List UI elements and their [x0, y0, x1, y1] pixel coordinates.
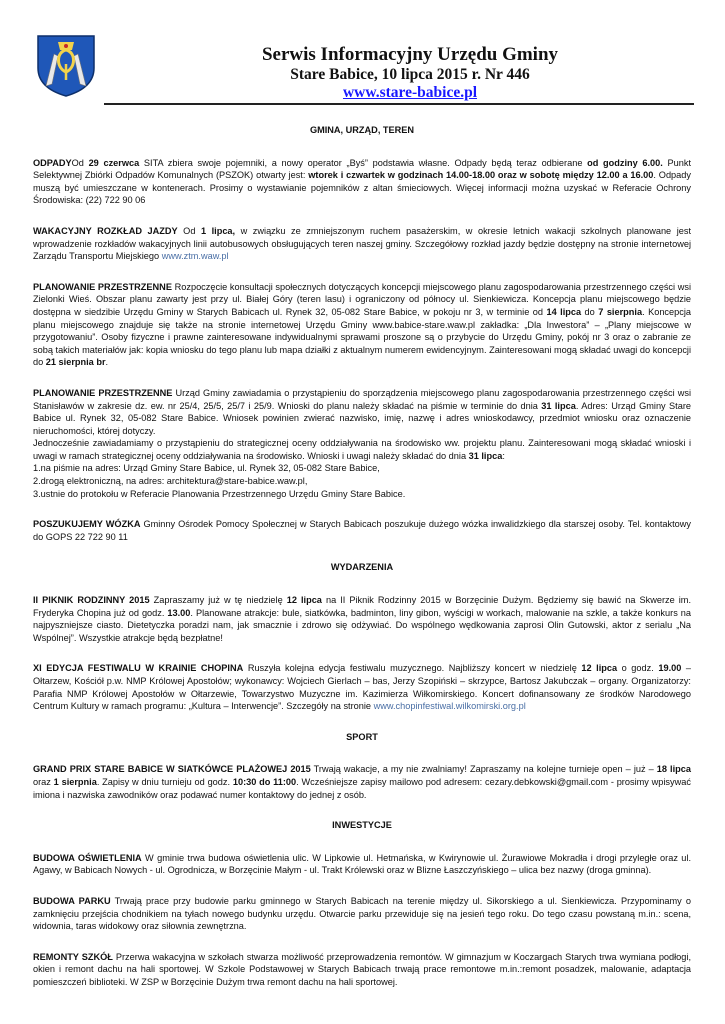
news-item: [33, 662, 691, 712]
body-text: Jednocześnie zawiadamiamy o przystąpieniu do strategicznej oceny oddziaływania na środowisko ww. projektu planu. Zainteresowani mogą składać wnioski i uwagi w ramach strategicznej oceny oddziaływania na środowisko. Wnioski i uwagi należy składać do dnia: [33, 438, 691, 461]
body-text: do: [581, 306, 599, 317]
body-text: w związku ze zmniejszonym ruchem pasażerskim, w okresie letnich wakacji szkolnych planowane jest wprowadzenie rozkładów wakacyjnych linii autobusowych obsługujących teren naszej gminy. Szczegółowy rozkład jazdy będzie dostępny na stronie internetowej Zarządu Transportu Miejskiego: [33, 225, 691, 262]
news-item: [33, 225, 691, 263]
bold-text: 12 lipca: [286, 595, 322, 606]
news-item: [33, 157, 691, 207]
bold-text: 19.00: [658, 663, 682, 674]
bold-text: BUDOWA PARKU: [33, 895, 111, 906]
body-text: Od: [71, 157, 89, 168]
section-heading: SPORT: [346, 731, 378, 742]
body-text: Trwają prace przy budowie parku gminnego w Starych Babicach na terenie między ul. Sikorskiego a ul. Sienkiewicza. Przypominamy o zamknięciu przejścia chodnikiem na tyłach nowego budynku urzędu. Otwarcie parku przewiduje się na jesień tego roku. Do tego czasu powstaną m.in.: scena, widownia, taras widokowy oraz siłownia zewnętrzna.: [33, 895, 692, 932]
bold-text: 31 lipca: [468, 450, 503, 461]
body-text: oraz: [33, 776, 54, 787]
body-text: . Odpady muszą być umieszczane w kontenerach. Prosimy o wystawianie pojemników z altan śmieciowych. Więcej informacji można uzyskać w Referacie Ochrony Środowiska: (22) 722 90 06: [33, 170, 691, 206]
section-heading: INWESTYCJE: [332, 820, 392, 831]
page-subtitle: Stare Babice, 10 lipca 2015 r. Nr 446: [290, 66, 530, 83]
bold-text: ODPADY: [33, 157, 72, 168]
bulletin-content: [33, 124, 691, 1007]
bold-text: 18 lipca: [656, 764, 691, 775]
bold-text: 12 lipca: [581, 663, 618, 674]
body-text: Trwają wakacje, a my nie zwalniamy! Zapraszamy na kolejne turnieje open – już –: [310, 764, 657, 775]
section-heading: GMINA, URZĄD, TEREN: [309, 125, 415, 135]
body-text: . Koncepcja planu miejscowego znajduje się także na stronie internetowej Urzędu Gminy www.babice-stare.waw.pl zakładka: „Dla Inwestora” – „Plany miejscowe w przygotowaniu”. Osoby fizyczne i prawne zainteresowane indywidualnymi sprawami proszone są o przybycie do Urzędu Gminy, pokój nr 3 oraz o zabranie ze sobą takich materiałów jak: kopia wniosku do tego planu lub mapa działki z aktualnym numerem ewidencyjnym. Zainteresowani mogą składać uwagi do koncepcji do: [33, 306, 691, 368]
website-link[interactable]: www.stare-babice.pl: [342, 84, 478, 101]
body-text: Ruszyła kolejna edycja festiwalu muzycznego. Najbliższy koncert w niedzielę: [243, 663, 582, 674]
section-heading: WYDARZENIA: [330, 562, 394, 573]
body-text: Punkt Selektywnej Zbiórki Odpadów Komunalnych (PSZOK) otwarty jest:: [33, 157, 691, 181]
bold-text: XI EDYCJA FESTIWALU W KRAINIE CHOPINA: [33, 663, 244, 674]
news-item: [33, 281, 691, 369]
news-item: [33, 951, 691, 989]
body-text: Zapraszamy już w tę niedzielę: [149, 595, 287, 606]
body-text: o godz.: [617, 663, 659, 674]
bold-text: II PIKNIK RODZINNY 2015: [33, 595, 150, 606]
body-text: Urząd Gminy zawiadamia o przystąpieniu do sporządzenia miejscowego planu zagospodarowania przestrzennego części wsi Stanisławów w zakresie dz. ew. nr 25/4, 25/5, 25/7 i 25/9. Wnioski do planu należy składać na piśmie w terminie do dnia: [33, 387, 691, 411]
body-text: .: [105, 357, 109, 368]
bold-text: PLANOWANIE PRZESTRZENNE: [33, 387, 173, 398]
body-text: . Wcześniejsze zapisy mailowo pod adresem: cezary.debkowski@gmail.com - prosimy wpisywać imiona i nazwiska zawodników oraz podawać numer kontaktowy do jednej z osób.: [33, 776, 691, 800]
web-link[interactable]: www.chopinfestiwal.wilkomirski.org.pl: [373, 701, 526, 712]
news-item: [33, 763, 691, 801]
body-text: SITA zbiera swoje pojemniki, a nowy operator „Byś” podstawia własne. Odpady będą teraz odbierane: [139, 157, 588, 168]
news-item: [33, 594, 691, 644]
bold-text: 1 lipca,: [200, 225, 236, 236]
news-item: [33, 895, 691, 933]
bold-text: 29 czerwca: [88, 157, 140, 168]
body-text: 1.na piśmie na adres: Urząd Gminy Stare Babice, ul. Rynek 32, 05-082 Stare Babice,: [33, 463, 380, 474]
bold-text: 10:30 do 11:00: [232, 776, 297, 787]
bold-text: REMONTY SZKÓŁ: [33, 951, 113, 962]
body-text: . Planowane atrakcje: bule, siatkówka, badminton, liny gibon, wyścigi w workach, malowanie na szkle, a także konkurs na najpyszniejsze ciasto. Dietetyczka poradzi nam, jak smacznie i zdrowo się odżywiać. Do wspólnego wędkowania zaprosi Olin Gutowski, aktor z serialu „Na Wspólnej”. Wszystkie atrakcje będą bezpłatne!: [33, 607, 691, 643]
bold-text: wtorek i czwartek w godzinach 14.00-18.00 oraz w sobotę między 12.00 a 16.00: [308, 170, 654, 181]
body-text: . Adres: Urząd Gminy Stare Babice ul. Rynek 32, 05-082 Stare Babice. Wniosek powinien zwierać nazwisko, imię, nazwę i adres wnioskodawcy, przedmiot wniosku oraz oznaczenie nieruchomości, której dotyczy.: [33, 400, 691, 436]
news-item: [33, 387, 691, 500]
bold-text: 31 lipca: [541, 400, 576, 411]
bold-text: POSZUKUJEMY WÓZKA: [33, 519, 141, 530]
web-link[interactable]: www.ztm.waw.pl: [161, 251, 229, 262]
bold-text: 13.00: [167, 607, 191, 618]
body-text: Rozpoczęcie konsultacji społecznych dotyczących koncepcji miejscowego planu zagospodarowania przestrzennego części wsi Zielonki Wieś. Obszar planu zawarty jest przy ul. Białej Góry (teren lasu) i ograniczony od północy ul. Sienkiewicza. Koncepcja planu miejscowego będzie dostępna w siedzibie Urzędu Gminy w Starych Babicach ul. Rynek 32, 05-082 Stare Babice, w pokoju nr 3, w terminie od: [33, 281, 691, 317]
bold-text: BUDOWA OŚWIETLENIA: [33, 852, 142, 863]
body-text: Gminny Ośrodek Pomocy Społecznej w Starych Babicach poszukuje dużego wózka inwalidzkiego dla starszej osoby. Tel. kontaktowy do GOPS 22 722 90 11: [33, 519, 691, 542]
news-item: [33, 518, 691, 543]
body-text: na II Piknik Rodzinny 2015 w Borzęcinie Dużym. Będziemy się bawić na Skwerze im. Fryderyka Chopina już od godz.: [33, 595, 691, 618]
body-text: Przerwa wakacyjna w szkołach stwarza możliwość przeprowadzenia remontów. W gimnazjum w Koczargach Starych trwa wymiana podłogi, okien i remont dachu na hali sportowej. W Szkole Podstawowej w Starych Babicach trwają prace remontowe m.in.:remont posadzek, malowanie, adaptacja pomieszczeń biblioteki. W ZSP w Borzęcinie Dużym trwa remont dachu na hali sportowej.: [33, 951, 691, 987]
bold-text: WAKACYJNY ROZKŁAD JAZDY: [33, 225, 178, 236]
bold-text: 21 sierpnia br: [45, 357, 106, 368]
bold-text: 14 lipca: [546, 306, 582, 317]
body-text: 2.drogą elektroniczną, na adres: architektura@stare-babice.waw.pl,: [33, 476, 308, 487]
page-title: Serwis Informacyjny Urzędu Gminy: [261, 44, 559, 65]
news-item: [33, 852, 691, 877]
body-text: – Ołtarzew, Kościół p.w. NMP Królowej Apostołów; wykonawcy: Wojciech Gierlach – bas, Jerzy Szopiński – skrzypce, Bartosz Jakubczak – organy. Organizatorzy: Parafia NMP Królowej Apostołów w Ołtarzewie, Towarzystwo Muzyczne im. Kazimierza Wiłkomirskiego. Koncert dofinansowany ze środków Narodowego Centrum Kultury w ramach programu: „Kultura – Interwencje”. Szczegóły na stronie: [33, 663, 692, 712]
bold-text: 7 sierpnia: [598, 306, 643, 317]
bold-text: 1 sierpnia: [53, 776, 97, 787]
body-text: Od: [177, 225, 201, 236]
body-text: . Zapisy w dniu turnieju od godz.: [96, 776, 233, 787]
body-text: :: [502, 450, 505, 461]
body-text: W gminie trwa budowa oświetlenia ulic. W Lipkowie ul. Hetmańska, w Kwirynowie ul. Żurawiowe Mokradła i drogi przyległe oraz ul. Agawy, w Babicach Nowych - ul. Ogrodnicza, w Borzęcinie Małym - ul. Trakt Królewski oraz w Blizne Łaszczyńskiego – ulica bez nazwy (droga gminna).: [33, 852, 691, 876]
bold-text: PLANOWANIE PRZESTRZENNE: [33, 281, 172, 292]
body-text: 3.ustnie do protokołu w Referacie Planowania Przestrzennego Urzędu Gminy Stare Babice.: [33, 488, 406, 499]
header-divider: [104, 103, 694, 105]
bold-text: GRAND PRIX STARE BABICE W SIATKÓWCE PLAŻOWEJ 2015: [33, 764, 311, 775]
bold-text: od godziny 6.00.: [587, 157, 663, 168]
